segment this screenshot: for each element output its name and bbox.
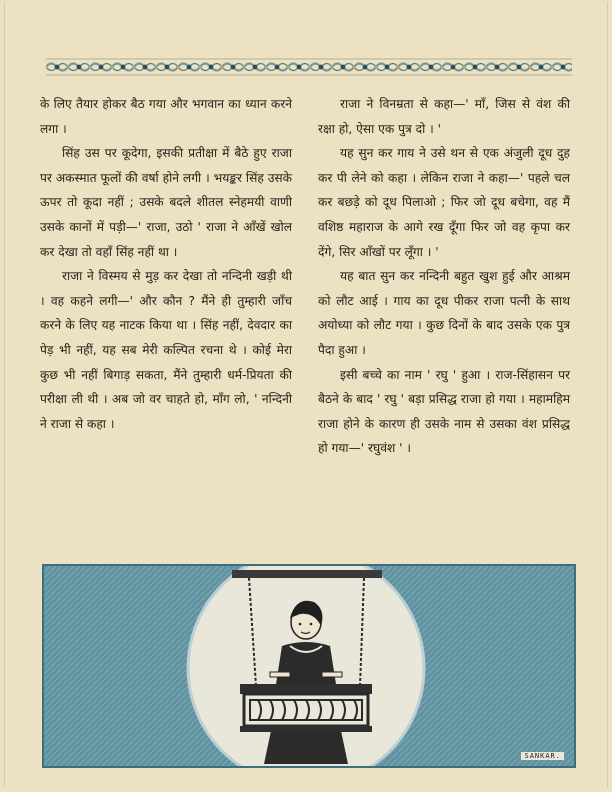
- illustration-panel: [42, 564, 576, 768]
- right-column: [318, 92, 570, 461]
- decorative-border: [46, 57, 572, 77]
- right-paragraph-1: राजा ने विनम्रता से कहा—' माँ, जिस से वंश की रक्षा हो, ऐसा एक पुत्र दो । ': [318, 97, 570, 136]
- right-paragraph-2: यह सुन कर गाय ने उसे थन से एक अंजुली दूध दुह कर पी लेने को कहा । लेकिन राजा ने कहा—' पहले चल कर बछड़े को दूध पिलाओ ; फिर जो दूध बचेगा, वह मैं वशिष्ठ महाराज के आगे रख दूँगा फिर जो वह कृपा कर देंगे, सिर आँखों पर लूँगा । ': [318, 146, 570, 259]
- right-paragraph-3: यह बात सुन कर नन्दिनी बहुत खुश हुई और आश्रम को लौट आई । गाय का दूध पीकर राजा पत्नी के साथ अयोध्या को लौट गया । कुछ दिनों के बाद उसके एक पुत्र पैदा हुआ ।: [318, 269, 570, 357]
- left-paragraph-2: सिंह उस पर कूदेगा, इसकी प्रतीक्षा में बैठे हुए राजा पर अकस्मात फूलों की वर्षा होने लगी । भयङ्कर सिंह उसके ऊपर तो कूदा नहीं ; उसके बदले शीतल स्नेहमयी वाणी उसके कानों में पड़ी—' राजा, उठो ' राजा ने आँखें खोल कर देखा तो वहाँ सिंह नहीं था ।: [40, 146, 292, 259]
- left-paragraph-1: के लिए तैयार होकर बैठ गया और भगवान का ध्यान करने लगा ।: [40, 97, 292, 136]
- swing-illustration: [44, 566, 574, 766]
- right-paragraph-4: इसी बच्चे का नाम ' रघु ' हुआ । राज-सिंहासन पर बैठने के बाद ' रघु ' बड़ा प्रसिद्ध राजा हो गया । महामहिम राजा होने के कारण ही उसके नाम से उसका वंश प्रसिद्ध हो गया—' रघुवंश ' ।: [318, 367, 570, 456]
- left-column: [40, 92, 292, 436]
- artist-signature: SANKAR.: [521, 752, 564, 760]
- left-paragraph-3: राजा ने विस्मय से मुड़ कर देखा तो नन्दिनी खड़ी थी । वह कहने लगी—' और कौन ? मैंने ही तुम्हारी जाँच करने के लिए यह नाटक किया था । सिंह नहीं, देवदार का पेड़ भी नहीं, यह सब मेरी कल्पित रचना थे । कोई मेरा कुछ भी नहीं बिगाड़ सकता, मैंने तुम्हारी धर्म-प्रियता की परीक्षा ली थी । अब जो वर चाहते हो, माँग लो, ' नन्दिनी ने राजा से कहा ।: [40, 269, 292, 431]
